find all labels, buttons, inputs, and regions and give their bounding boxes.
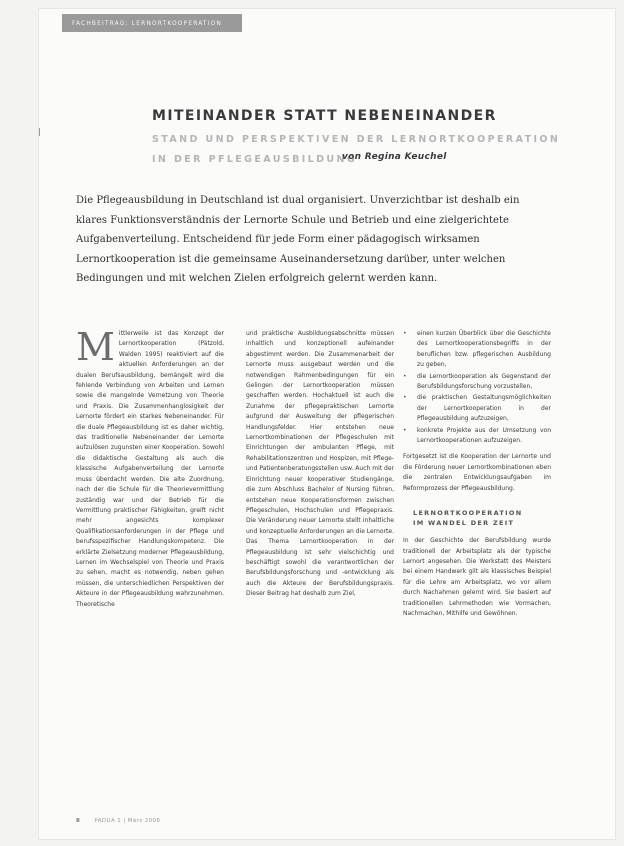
page-footer <box>76 818 160 824</box>
article-author: von Regina Keuchel <box>342 152 447 162</box>
lead-paragraph: Die Pflegeausbildung in Deutschland ist dual organisiert. Unverzichtbar ist deshalb ein klares Funktionsverständnis der Lernorte Schule und Betrieb und eine zielgerichtete Aufgabenverteilung. Entscheidend für jede Form einer pädagogisch wirksamen Lernortkooperation ist die gemeinsame Auseinandersetzung darüber, unter welchen Bedingungen und mit welchen Zielen erfolgreich gelernt werden kann. <box>76 195 520 284</box>
body-column-1 <box>76 325 224 610</box>
article-subtitle <box>152 130 592 170</box>
page-number: 8 <box>76 818 81 824</box>
margin-mark <box>39 128 40 136</box>
body-column-3 <box>403 329 551 619</box>
column-1-text: ittlerweile ist das Konzept der Lernortkooperation (Pätzold, Walden 1995) reaktiviert auf die aktuellen Anforderungen an der dualen Berufsausbildung, bemängelt wird die fehlende Verbindung von Arbeiten und Lernen sowie die mangelnde Vernetzung von Theorie und Praxis. Die Zusammenhanglosigkeit der Lernorte fördert ein starkes Nebeneinander. Für die duale Pflegeausbildung ist es daher wichtig, das traditionelle Nebeneinander der Lernorte aufzulösen zugunsten einer Kooperation. Sowohl die didaktische Gestaltung als auch die klassische Aufgabenverteilung der Lernorte muss überdacht werden. Die alte Zuordnung, nach der die Schule für die Theorievermittlung zuständig war und der Betrieb für die Vermittlung praktischer Fähigkeiten, greift nicht mehr angesichts komplexer Qualifikationsanforderungen in der Pflege und berufsspezifischer Handlungskompetenz. Die erklärte Zielsetzung moderner Pflegeausbildung, Lernen im Wechselspiel von Theorie und Praxis zu sehen, macht es notwendig, neben gehen müssen, die unterschiedlichen Perspektiven der Akteure in der Pflegeausbildung wahrzunehmen. Theoretische <box>76 330 224 608</box>
drop-cap: M <box>76 325 115 369</box>
subtitle-line-2: IN DER PFLEGEAUSBILDUNG <box>152 154 358 165</box>
column-3-paragraph: Fortgesetzt ist die Kooperation der Lernorte und die Förderung neuer Lernortkombinationen eben die zentralen Entwicklungsaufgaben im Reformprozess der Pflegeausbildung. <box>403 453 551 492</box>
article-title: MITEINANDER STATT NEBENEINANDER <box>152 108 497 124</box>
publication-info: PADUA 1 | März 2006 <box>94 818 161 824</box>
column-2-text: und praktische Ausbildungsabschnitte müssen inhaltlich und konzeptionell aufeinander abgestimmt werden. Die Zusammenarbeit der Lernorte muss ausgebaut werden und die notwendigen Rahmenbedingungen für ein Gelingen der Lernortkooperation müssen geschaffen werden. Hochaktuell ist auch die Zunahme der pflegepraktischen Lernorte aufgrund der Ausweitung der pflegerischen Handlungsfelder. Hier entstehen neue Lernortkombinationen der Pflegeschulen mit Einrichtungen der ambulanten Pflege, mit Rehabilitationszentren und Hospizen, mit Pflege- und Patientenberatungsstellen usw. Auch mit der Einrichtung neuer kooperativer Studiengänge, die zum Abschluss Bachelor of Nursing führen, entstehen neue Kooperationsformen zwischen Pflegeschulen, Hochschulen und Pflegepraxis. Die Veränderung neuer Lernorte stellt inhaltliche und konzeptuelle Anforderungen an die Lernorte. Das Thema Lernortkooperation in der Pflegeausbildung ist sehr vielschichtig und beschäftigt sowohl die verantwortlichen der Berufsbildungsforschung und -entwicklung als auch die Akteure der Berufsbildungspraxis. Dieser Beitrag hat deshalb zum Ziel, <box>246 330 394 598</box>
column-3-paragraph-2: In der Geschichte der Berufsbildung wurde traditionell der Arbeitsplatz als der typische Lernort angesehen. Die Werkstatt des Meisters bei einem Handwerk gilt als klassisches Beispiel für die Lehre am Arbeitsplatz, wo vor allem durch Nachahmen gelernt wird. Sie basiert auf traditionellen Lehrmethoden wie Vormachen, Nachmachen, Mithilfe und Gewöhnen. <box>403 537 551 617</box>
list-item: • konkrete Projekte aus der Umsetzung von Lernortkooperationen aufzuzeigen. <box>403 426 551 447</box>
section-heading <box>413 508 551 528</box>
section-heading-line-2: IM WANDEL DER ZEIT <box>413 519 515 528</box>
section-label: FACHBEITRAG: LERNORTKOOPERATION <box>62 14 242 32</box>
list-item: • die Lernortkooperation als Gegenstand der Berufsbildungsforschung vorzustellen, <box>403 372 551 393</box>
body-column-2 <box>246 329 394 600</box>
list-item: • einen kurzen Überblick über die Geschichte des Lernortkooperationsbegriffs in der beruflichen bzw. pflegerischen Ausbildung zu geben, <box>403 329 551 371</box>
goal-list <box>403 329 551 446</box>
subtitle-line-1: STAND UND PERSPEKTIVEN DER LERNORTKOOPERATION <box>152 134 561 145</box>
section-heading-line-1: LERNORTKOOPERATION <box>413 509 523 518</box>
list-item: • die praktischen Gestaltungsmöglichkeiten der Lernortkooperation in der Pflegeausbildung aufzuzeigen, <box>403 393 551 424</box>
